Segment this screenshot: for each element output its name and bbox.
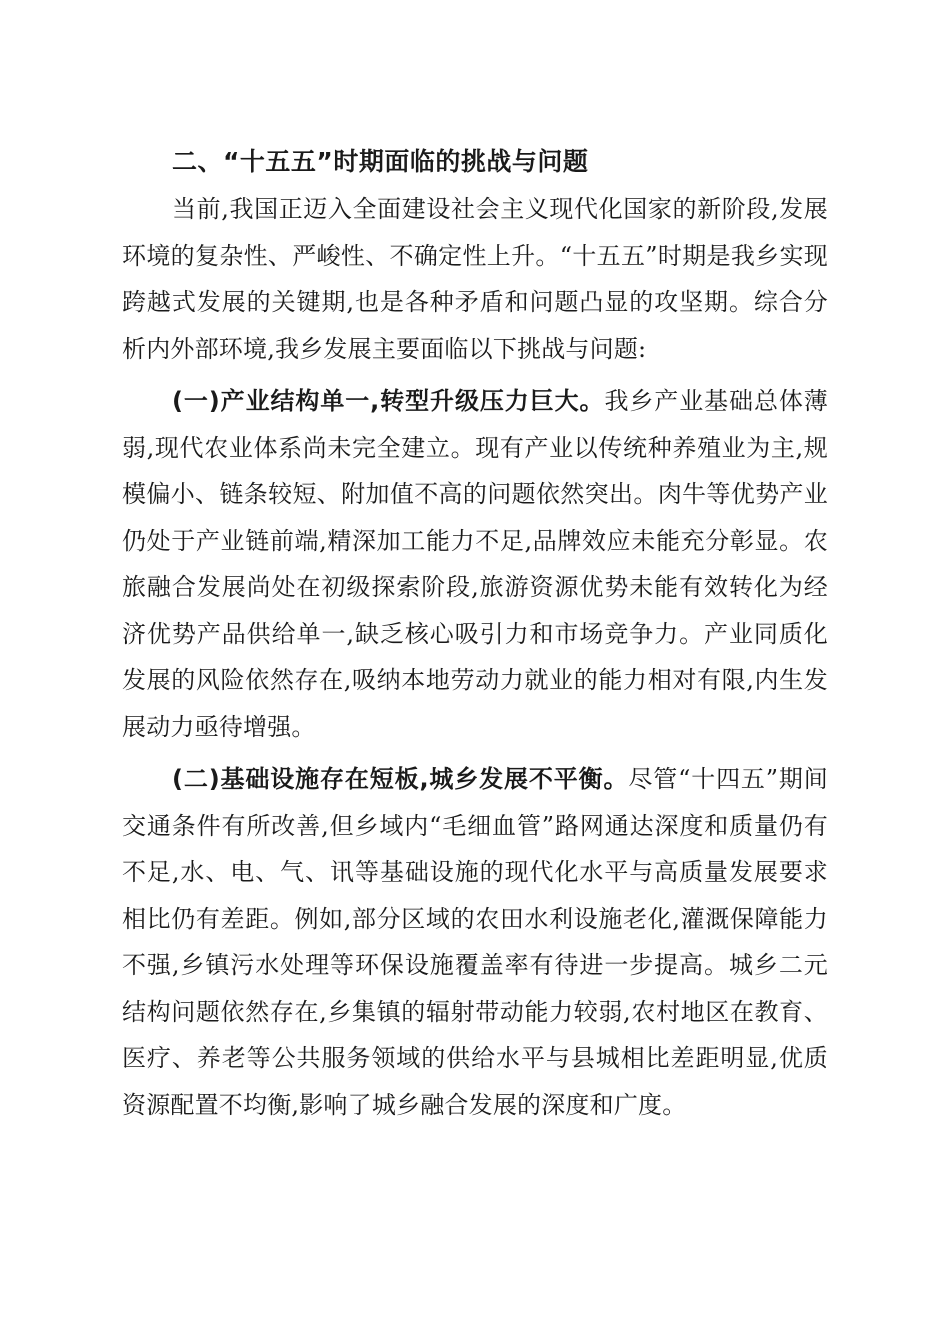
intro-paragraph: 当前,我国正迈入全面建设社会主义现代化国家的新阶段,发展环境的复杂性、严峻性、不确定性上升。“十五五”时期是我乡实现跨越式发展的关键期,也是各种矛盾和问题凸显的攻坚期。综合分析内外部环境,我乡发展主要面临以下挑战与问题: bbox=[122, 195, 828, 363]
section-1-lead: (一)产业结构单一,转型升级压力巨大。 bbox=[172, 387, 605, 415]
document-content bbox=[122, 137, 828, 1128]
section-2-body: 尽管“十四五”期间交通条件有所改善,但乡域内“毛细血管”路网通达深度和质量仍有不足,水、电、气、讯等基础设施的现代化水平与高质量发展要求相比仍有差距。例如,部分区域的农田水利设施老化,灌溉保障能力不强,乡镇污水处理等环保设施覆盖率有待进一步提高。城乡二元结构问题依然存在,乡集镇的辐射带动能力较弱,农村地区在教育、医疗、养老等公共服务领域的供给水平与县城相比差距明显,优质资源配置不均衡,影响了城乡融合发展的深度和广度。 bbox=[122, 765, 828, 1119]
section-2-paragraph bbox=[122, 756, 828, 1128]
section-1-paragraph bbox=[122, 378, 828, 750]
section-2-lead: (二)基础设施存在短板,城乡发展不平衡。 bbox=[172, 765, 629, 793]
section-heading: 二、“十五五”时期面临的挑战与问题 bbox=[172, 147, 589, 176]
section-1-body: 我乡产业基础总体薄弱,现代农业体系尚未完全建立。现有产业以传统种养殖业为主,规模偏小、链条较短、附加值不高的问题依然突出。肉牛等优势产业仍处于产业链前端,精深加工能力不足,品牌效应未能充分彰显。农旅融合发展尚处在初级探索阶段,旅游资源优势未能有效转化为经济优势产品供给单一,缺乏核心吸引力和市场竞争力。产业同质化发展的风险依然存在,吸纳本地劳动力就业的能力相对有限,内生发展动力亟待增强。 bbox=[122, 387, 828, 741]
